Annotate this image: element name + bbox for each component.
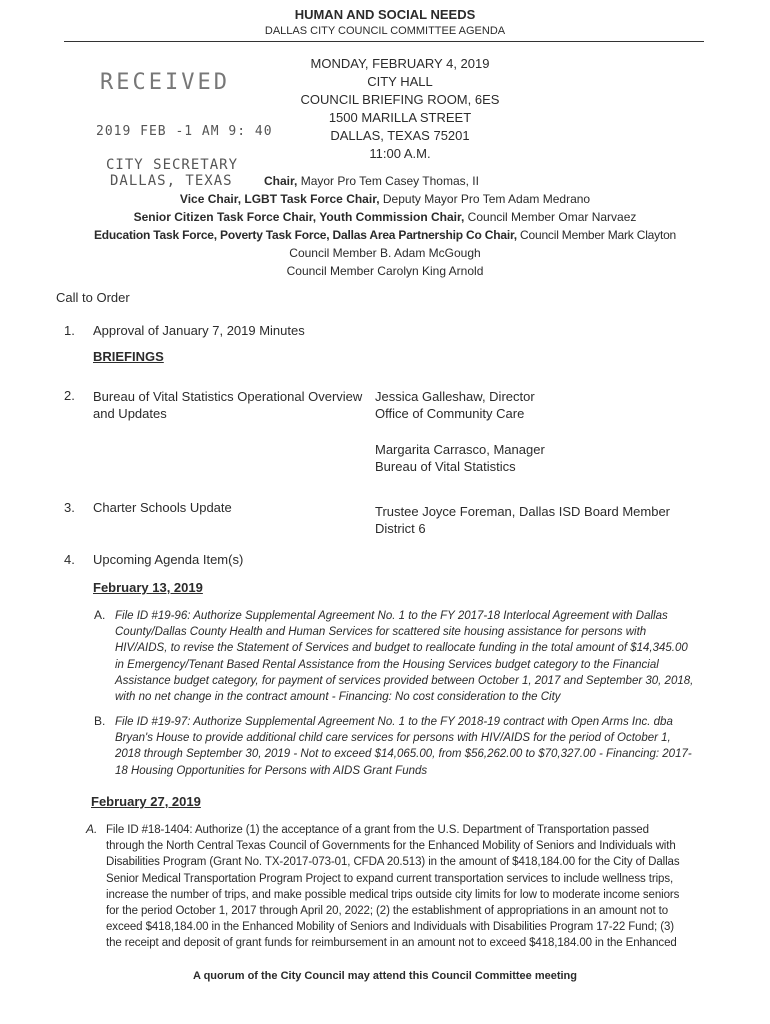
item-2-line-2: and Updates: [93, 406, 167, 421]
item-line: File ID #19-97: Authorize Supplemental Agreement No. 1 to the FY 2018-19 contract with Open Arms Inc. dba: [115, 716, 673, 728]
item-2-number: 2.: [64, 388, 75, 403]
chair-title: Chair,: [264, 174, 298, 188]
item-line: County/Dallas County Health and Human Services for scattered site housing assistance for persons with: [115, 626, 647, 639]
item-line: File ID #19-96: Authorize Supplemental Agreement No. 1 to the FY 2017-18 Interlocal Agreement with Dallas: [115, 610, 668, 622]
feb13-item-a: [115, 608, 715, 705]
item-4-number: 4.: [64, 552, 75, 567]
item-line: 18 Housing Opportunities for Persons with AIDS Grant Funds: [115, 764, 428, 777]
briefings-heading: BRIEFINGS: [93, 349, 164, 364]
item-line: 2018 through September 30, 2019 - Not to exceed $14,065.00, from $56,262.00 to $70,327.00 - Financing: 2017-: [115, 748, 692, 761]
council-member-1: Council Member B. Adam McGough: [289, 246, 481, 260]
item-2-line-1: Bureau of Vital Statistics Operational Overview: [93, 389, 363, 404]
chair-line: [264, 174, 479, 188]
vice-chair-name: Deputy Mayor Pro Tem Adam Medrano: [379, 192, 591, 206]
item-3-text: Charter Schools Update: [93, 500, 232, 515]
feb13-item-b: [115, 714, 715, 779]
senior-chair-title: Senior Citizen Task Force Chair, Youth Commission Chair,: [133, 210, 465, 224]
meeting-city: DALLAS, TEXAS 75201: [330, 128, 470, 143]
presenter-line-2: District 6: [375, 521, 426, 536]
item-2-presenter-2: [375, 441, 545, 475]
item-2-text: [93, 388, 362, 422]
item-line: for the period October 1, 2017 through April 20, 2022; (2) the establishment of appropriations in an amount not to: [106, 905, 669, 918]
feb13-item-a-label: A.: [94, 608, 106, 622]
item-line: increase the number of trips, and make possible medical trips outside city limits for low to moderate income seniors: [106, 888, 680, 901]
feb27-item-a: [106, 822, 716, 952]
meeting-info: [250, 55, 550, 163]
meeting-room: COUNCIL BRIEFING ROOM, 6ES: [300, 92, 500, 107]
item-2-presenter-1: [375, 388, 535, 422]
item-line: File ID #18-1404: Authorize (1) the acceptance of a grant from the U.S. Department of Transportation passed: [106, 824, 649, 836]
meeting-date: MONDAY, FEBRUARY 4, 2019: [310, 56, 490, 71]
call-to-order: Call to Order: [56, 290, 130, 305]
item-line: Assistance budget category, for payment of services provided between October 1, 2017 and September 30, 2018,: [115, 674, 694, 687]
presenter-name: Margarita Carrasco, Manager: [375, 442, 545, 457]
item-line: through the North Central Texas Council of Governments for the Enhanced Mobility of Seniors and Individuals with: [106, 840, 676, 853]
feb13-heading: February 13, 2019: [93, 580, 203, 595]
item-4-text: Upcoming Agenda Item(s): [93, 552, 244, 567]
presenter-line-1: Trustee Joyce Foreman, Dallas ISD Board Member: [375, 504, 671, 519]
presenter-org: Office of Community Care: [375, 406, 525, 421]
stamp-datetime: 2019 FEB -1 AM 9: 40: [96, 124, 273, 139]
presenter-org: Bureau of Vital Statistics: [375, 459, 516, 474]
chair-name: Mayor Pro Tem Casey Thomas, II: [297, 174, 479, 188]
presenter-name: Jessica Galleshaw, Director: [375, 389, 535, 404]
vice-chair-title: Vice Chair, LGBT Task Force Chair,: [179, 192, 380, 206]
feb13-item-b-label: B.: [94, 714, 106, 728]
vice-chair-line: [0, 192, 770, 206]
meeting-place: CITY HALL: [367, 74, 433, 89]
header-rule: [64, 41, 704, 42]
senior-chair-name: Council Member Omar Narvaez: [464, 210, 637, 224]
meeting-street: 1500 MARILLA STREET: [328, 110, 472, 125]
item-line: Disabilities Program (Grant No. TX-2017-073-01, CFDA 20.513) in the amount of $418,184.00 for the City of Dallas: [106, 856, 680, 869]
council-member-2: Council Member Carolyn King Arnold: [286, 264, 484, 278]
agenda-title: HUMAN AND SOCIAL NEEDS: [294, 7, 476, 22]
education-chair-title: Education Task Force, Poverty Task Force, Dallas Area Partnership Co Chair,: [93, 228, 517, 242]
feb27-item-a-label: A.: [86, 822, 98, 836]
item-1-number: 1.: [64, 323, 75, 338]
education-chair-name: Council Member Mark Clayton: [516, 228, 677, 242]
feb27-heading: February 27, 2019: [91, 794, 201, 809]
stamp-office-line1: CITY SECRETARY: [106, 157, 239, 173]
footer-quorum-note: A quorum of the City Council may attend this Council Committee meeting: [192, 970, 577, 982]
item-line: Bryan's House to provide additional child care services for persons with HIV/AIDS for the period of October 1,: [115, 732, 671, 745]
item-line: exceed $418,184.00 in the Enhanced Mobility of Seniors and Individuals with Disabilities Program 17-22 Fund; (3): [106, 921, 674, 934]
item-3-presenter: [375, 503, 670, 537]
meeting-time: 11:00 A.M.: [369, 146, 431, 161]
item-1-text: Approval of January 7, 2019 Minutes: [93, 323, 305, 338]
item-line: with no net change in the contract amount - Financing: No cost consideration to the City: [115, 691, 561, 704]
stamp-office-line2: DALLAS, TEXAS: [110, 173, 233, 189]
item-3-number: 3.: [64, 500, 75, 515]
education-chair-line: [0, 228, 770, 242]
item-line: in Emergency/Tenant Based Rental Assistance from the Housing Services budget category to the Financial: [115, 658, 659, 671]
item-line: HIV/AIDS, to revise the Statement of Services and budget to reallocate funding in the total amount of $14,345.00: [115, 642, 688, 655]
senior-chair-line: [0, 210, 770, 224]
received-stamp: RECEIVED: [100, 70, 230, 95]
item-line: Senior Medical Transportation Program Project to expand current transportation services to include wellness trips,: [106, 872, 674, 885]
item-line: the receipt and deposit of grant funds for reimbursement in an amount not to exceed $418,184.00 in the Enhanced: [106, 937, 677, 950]
agenda-subtitle: DALLAS CITY COUNCIL COMMITTEE AGENDA: [264, 25, 506, 37]
